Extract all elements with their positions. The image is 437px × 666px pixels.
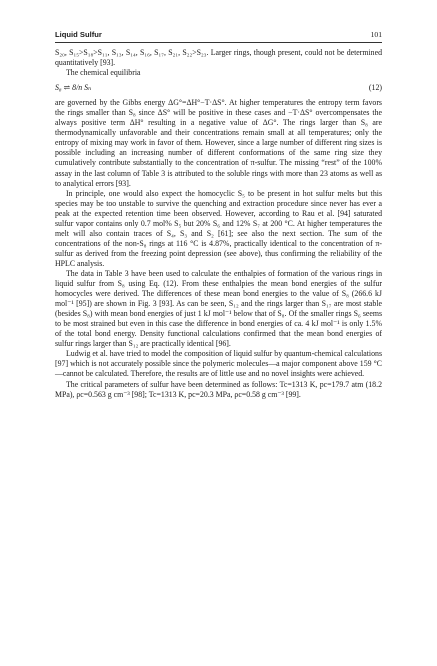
paragraph-gibbs: are governed by the Gibbs energy ΔG°=ΔH°−T·ΔS°. At higher temperatures the entropy term favors the rings smaller than S₈ since ΔS° will be positive in these cases and −T·ΔS° overcompensates the always positive term ΔH° resulting in a negative value of ΔG°. The rings larger than S₈ are thermodynamically unfavorable and their concentrations remain small at all temperatures; only the entropy of mixing may work in favor of them. However, since a large number of different ring sizes is possible including an increasing number of different conformations of the same ring size they cumulatively contribute substantially to the concentration of π-sulfur. The missing “rest” of the 100% assay in the last column of Table 3 is attributed to the soluble rings with more than 23 atoms as well as to analytical errors [93]. bbox=[55, 98, 382, 188]
paragraph-ring-order: S₂₀, S₁₅>S₁₈>S₁₁, S₁₃, S₁₄, S₁₆, S₁₇, S₂₁, S₂₂>S₂₃. Larger rings, though present, could not be determined quantitatively [93]. bbox=[55, 48, 382, 68]
running-header bbox=[55, 30, 382, 39]
equation-number: (12) bbox=[368, 83, 382, 93]
paragraph-enthalpies: The data in Table 3 have been used to calculate the enthalpies of formation of the various rings in liquid sulfur from S₈ using Eq. (12). From these enthalpies the mean bond energies of the sulfur homocycles were derived. The differences of these mean bond energies to the value of S₈ (266.6 kJ mol⁻¹ [95]) are shown in Fig. 3 [93]. As can be seen, S₁₂ and the rings larger than S₁₇ are most stable (besides S₈) with mean bond energies of just 1 kJ mol⁻¹ below that of S₈. Of the smaller rings S₆ seems to be most strained but even in this case the difference in bond energies of ca. 4 kJ mol⁻¹ is only 1.5% of the total bond energy. Density functional calculations confirmed that the mean bond energies of sulfur rings larger than S₁₂ are practically identical [96]. bbox=[55, 268, 382, 349]
paragraph-equilibria-intro: The chemical equilibria bbox=[66, 68, 141, 78]
paragraph-ludwig: Ludwig et al. have tried to model the composition of liquid sulfur by quantum-chemical calculations [97] which is not accurately possible since the polymeric molecules—a major component above 159 °C—cannot be calculated. Therefore, the results are of little use and no novel insights were achieved. bbox=[55, 349, 382, 379]
running-title: Liquid Sulfur bbox=[55, 30, 102, 39]
equation-12 bbox=[55, 83, 382, 93]
header-rule bbox=[55, 42, 382, 43]
equation-text: S₈ ⇌ 8/n Sₙ bbox=[55, 83, 92, 93]
body-text bbox=[55, 48, 382, 400]
paragraph-critical: The critical parameters of sulfur have been determined as follows: Tc=1313 K, pc=179.7 atm (18.2 MPa), ρc=0.563 g cm⁻³ [98]; Tc=1313 K, pc=20.3 MPa, ρc=0.58 g cm⁻³ [99]. bbox=[55, 379, 382, 399]
paragraph-s5: In principle, one would also expect the homocyclic S₅ to be present in hot sulfur melts but this species may be too unstable to survive the quenching and extraction procedure since never has ever a peak at the expected retention time been observed. However, according to Rau et al. [94] saturated sulfur vapor contains only 0.7 mol% S₅ but 20% S₆ and 12% S₇ at 200 °C. At higher temperatures the melt will also contain traces of S₄, S₃ and S₂ [61]; see also the next section. The sum of the concentrations of the non-S₈ rings at 116 °C is 4.87%, practically identical to the concentration of π-sulfur as derived from the freezing point depression (see above), thus confirming the reliability of the HPLC analysis. bbox=[55, 188, 382, 268]
page-number: 101 bbox=[370, 30, 382, 39]
